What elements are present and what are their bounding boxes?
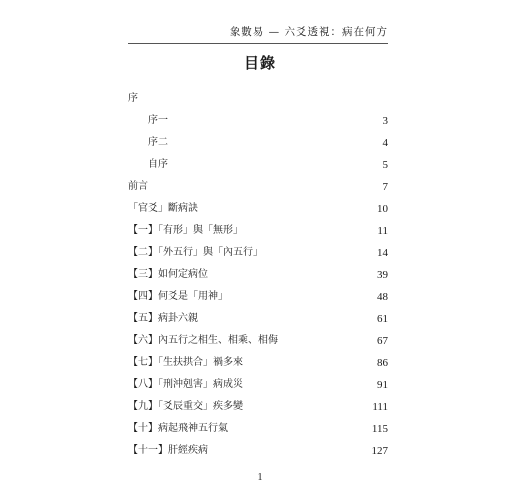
- toc-entry-label: 序二: [148, 137, 168, 148]
- toc-entry-page: 86: [377, 357, 388, 369]
- toc-entry: [128, 378, 388, 400]
- toc-entry: [128, 224, 388, 246]
- toc-entry-label: 【六】內五行之相生、相乘、相侮: [128, 335, 278, 346]
- toc-entry-label: 【一】「有形」與「無形」: [128, 225, 243, 236]
- table-of-contents: [128, 92, 388, 466]
- toc-entry-label: 序: [128, 93, 138, 104]
- toc-entry: [128, 202, 388, 224]
- toc-entry: [128, 180, 388, 202]
- toc-entry-page: 4: [382, 137, 388, 149]
- toc-entry: [128, 158, 388, 180]
- toc-entry-label: 【三】如何定病位: [128, 269, 208, 280]
- toc-entry-label: 【二】「外五行」與「內五行」: [128, 247, 263, 258]
- toc-entry-label: 「官爻」斷病訣: [128, 203, 198, 214]
- toc-entry: [128, 268, 388, 290]
- toc-entry-page: 91: [377, 379, 388, 391]
- toc-entry-label: 【七】「生扶拱合」禍多來: [128, 357, 243, 368]
- toc-entry-page: 61: [377, 313, 388, 325]
- toc-entry: [128, 114, 388, 136]
- toc-entry: [128, 246, 388, 268]
- toc-entry-page: 39: [377, 269, 388, 281]
- toc-entry-page: 48: [377, 291, 388, 303]
- toc-entry-label: 序一: [148, 115, 168, 126]
- toc-entry: [128, 136, 388, 158]
- toc-entry-label: 【四】何爻是「用神」: [128, 291, 228, 302]
- toc-entry-page: 11: [377, 225, 388, 237]
- toc-entry-page: 127: [371, 445, 388, 457]
- toc-entry: [128, 400, 388, 422]
- toc-entry-page: 111: [372, 401, 388, 413]
- toc-entry: [128, 334, 388, 356]
- toc-entry-page: 67: [377, 335, 388, 347]
- toc-entry-page: 115: [371, 423, 388, 435]
- toc-entry-label: 【五】病卦六親: [128, 313, 198, 324]
- toc-entry-page: 5: [382, 159, 388, 171]
- toc-entry-label: 【十】病起飛神五行氣: [128, 423, 228, 434]
- toc-entry-page: 3: [382, 115, 388, 127]
- toc-entry-label: 【八】「刑沖剋害」病成災: [128, 379, 243, 390]
- toc-entry: [128, 312, 388, 334]
- page-title: 目錄: [243, 54, 276, 72]
- header-rule: [128, 43, 388, 44]
- toc-entry-page: 14: [377, 247, 388, 259]
- running-header: 象數易 — 六爻透視：病在何方: [229, 26, 388, 38]
- toc-entry-label: 前言: [128, 181, 148, 192]
- toc-entry-label: 【九】「爻辰重交」疾多變: [128, 401, 243, 412]
- toc-entry: [128, 92, 388, 114]
- toc-entry: [128, 422, 388, 444]
- toc-entry-label: 自序: [148, 159, 168, 170]
- toc-entry: [128, 444, 388, 466]
- toc-entry-page: 10: [377, 203, 388, 215]
- page-number: 1: [257, 472, 263, 483]
- toc-entry: [128, 290, 388, 312]
- toc-entry-label: 【十一】肝經疾病: [128, 445, 208, 456]
- toc-entry-page: 7: [382, 181, 388, 193]
- toc-entry: [128, 356, 388, 378]
